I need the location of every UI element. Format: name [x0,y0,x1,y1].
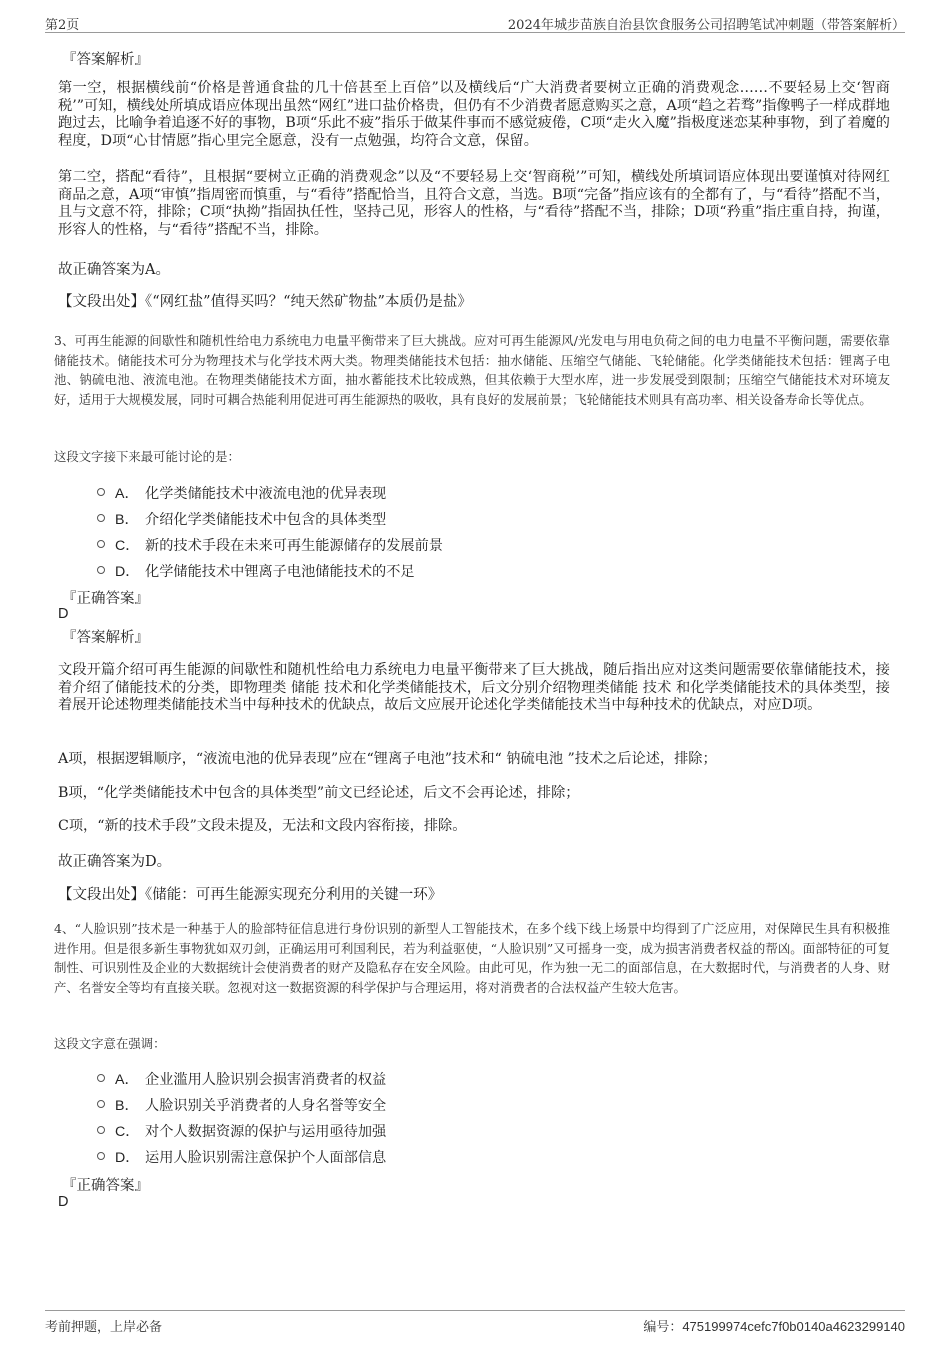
page-header [45,12,905,33]
option-text: 化学类储能技术中液流电池的优异表现 [145,486,387,502]
correct-answer: D [58,606,69,622]
option-letter: D． [115,1150,140,1166]
document-code [643,1316,905,1335]
analysis-option-a: A项，根据逻辑顺序，“液流电池的优异表现”应在“锂离子电池”技术和“ 钠硫电池 ”技术之后论述，排除； [58,751,717,767]
source-citation: 【文段出处】《“网红盐”值得买吗？“纯天然矿物盐”本质仍是盐》 [58,294,472,310]
radio-icon[interactable] [97,1126,105,1134]
option-text: 介绍化学类储能技术中包含的具体类型 [145,512,387,528]
option-letter: B． [115,1098,139,1114]
conclusion: 故正确答案为A。 [58,262,170,278]
option-text: 人脸识别关乎消费者的人身名誉等安全 [145,1098,387,1114]
analysis-paragraph: 文段开篇介绍可再生能源的间歇性和随机性给电力系统电力电量平衡带来了巨大挑战，随后指出应对这类问题需要依靠储能技术，接着介绍了储能技术的分类，即物理类 储能 技术和化学类储能技术，后文分别介绍物理类储能 技术 和化学类储能技术的具体类型，接着展开论述物理类储能技术当中每种技术的优缺点，故后文应展开论述化学类储能技术当中每种技术的优缺点，对应D项。 [58,662,890,714]
option-letter: B． [115,512,139,528]
question-stem: 4、“人脸识别”技术是一种基于人的脸部特征信息进行身份识别的新型人工智能技术，在多个线下线上场景中均得到了广泛应用，对保障民生具有积极推进作用。但是很多新生事物犹如双刃剑，正确运用可利国利民，若为利益驱使，“人脸识别”又可摇身一变，成为损害消费者权益的帮凶。面部特征的可复制性、可识别性及企业的大数据统计会使消费者的财产及隐私存在安全风险。由此可见，作为独一无二的面部信息，在大数据时代，与消费者的人身、财产、名誉安全等均有直接关联。忽视对这一数据资源的科学保护与合理运用，将对消费者的合法权益产生较大危害。 [54,921,890,995]
analysis-paragraph: 第二空，搭配“看待”，且根据“要树立正确的消费观念”以及“不要轻易上交‘智商税’”可知，横线处所填词语应体现出要谨慎对待网红商品之意，A项“审慎”指周密而慎重，与“看待”搭配恰当，且符合文意，当选。B项“完备”指应该有的全都有了，与“看待”搭配不当，且与文意不符，排除；C项“执拗”指固执任性，坚持己见，形容人的性格，与“看待”搭配不当，排除；D项“矜重”指庄重自持，拘谨，形容人的性格，与“看待”搭配不当，排除。 [58,169,890,238]
question-prompt: 这段文字接下来最可能讨论的是： [54,449,240,464]
answer-analysis-label: 『答案解析』 [62,52,149,68]
correct-answer-label: 『正确答案』 [62,1178,149,1194]
option-letter: A． [115,1072,139,1088]
option-letter: C． [115,1124,140,1140]
analysis-option-b: B项，“化学类储能技术中包含的具体类型”前文已经论述，后文不会再论述，排除； [58,785,580,801]
radio-icon[interactable] [97,514,105,522]
radio-icon[interactable] [97,1152,105,1160]
option-letter: A． [115,486,139,502]
document-code-label: 编号： [643,1320,683,1335]
option-letter: C． [115,538,140,554]
correct-answer-label: 『正确答案』 [62,591,149,607]
page-number: 第2页 [45,18,80,33]
option-text: 企业滥用人脸识别会损害消费者的权益 [145,1072,387,1088]
document-code-value: 475199974cefc7f0b0140a4623299140 [682,1319,905,1334]
radio-icon[interactable] [97,488,105,496]
correct-answer: D [58,1194,69,1210]
analysis-option-c: C项，“新的技术手段”文段未提及，无法和文段内容衔接，排除。 [58,818,467,834]
conclusion: 故正确答案为D。 [58,854,172,870]
option-text: 新的技术手段在未来可再生能源储存的发展前景 [145,538,443,554]
answer-analysis-label: 『答案解析』 [62,630,149,646]
question-stem: 3、可再生能源的间歇性和随机性给电力系统电力电量平衡带来了巨大挑战。应对可再生能源风/光发电与用电负荷之间的电力电量不平衡问题，需要依靠储能技术。储能技术可分为物理技术与化学技术两大类。物理类储能技术包括：抽水储能、压缩空气储能、飞轮储能。化学类储能技术包括：锂离子电池、钠硫电池、液流电池。在物理类储能技术方面，抽水蓄能技术比较成熟，但其依赖于大型水库，进一步发展受到限制；压缩空气储能技术对环境友好，适用于大规模发展，同时可耦合热能利用促进可再生能源热的吸收，具有良好的发展前景；飞轮储能技术则具有高功率、相关设备寿命长等优点。 [54,333,890,407]
option-letter: D． [115,564,140,580]
document-title: 2024年城步苗族自治县饮食服务公司招聘笔试冲刺题（带答案解析） [507,18,905,33]
footer-slogan: 考前押题，上岸必备 [45,1320,163,1335]
analysis-paragraph: 第一空，根据横线前“价格是普通食盐的几十倍甚至上百倍”以及横线后“广大消费者要树立正确的消费观念……不要轻易上交‘智商税’”可知，横线处所填成语应体现出虽然“网红”进口盐价格贵，但仍有不少消费者愿意购买之意，A项“趋之若骛”指像鸭子一样成群地跑过去，比喻争着追逐不好的事物，B项“乐此不疲”指乐于做某件事而不感觉疲倦，C项“走火入魔”指极度迷恋某种事物，到了着魔的程度，D项“心甘情愿”指心里完全愿意，没有一点勉强，均符合文意，保留。 [58,80,890,149]
radio-icon[interactable] [97,540,105,548]
radio-icon[interactable] [97,1074,105,1082]
radio-icon[interactable] [97,1100,105,1108]
source-citation: 【文段出处】《储能：可再生能源实现充分利用的关键一环》 [58,887,443,903]
page-footer [45,1310,905,1339]
option-text: 化学储能技术中锂离子电池储能技术的不足 [145,564,415,580]
option-text: 运用人脸识别需注意保护个人面部信息 [145,1150,387,1166]
option-text: 对个人数据资源的保护与运用亟待加强 [145,1124,387,1140]
radio-icon[interactable] [97,566,105,574]
question-prompt: 这段文字意在强调： [54,1036,166,1051]
